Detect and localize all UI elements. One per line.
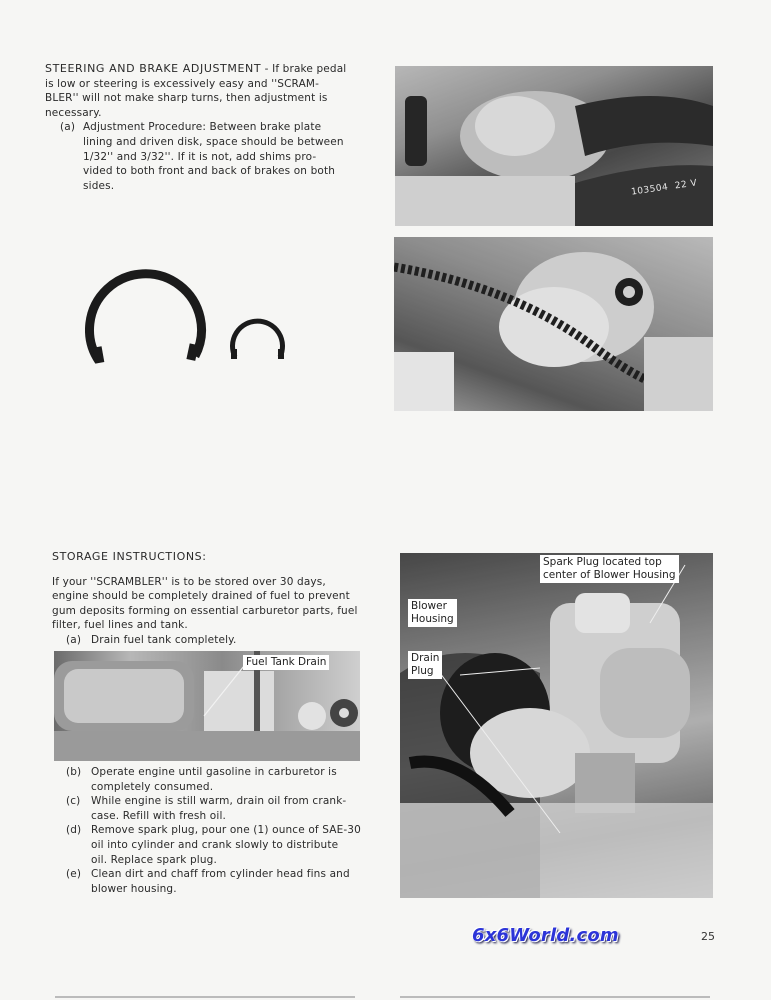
watermark-logo: 6x6World.com (472, 925, 619, 946)
steering-item-line: vided to both front and back of brakes on both (83, 165, 336, 178)
page-number: 25 (701, 930, 715, 943)
storage-intro-line: engine should be completely drained of fuel to prevent (52, 590, 350, 603)
steering-intro-line-4: necessary. (45, 106, 102, 119)
storage-step-e: (e) Clean dirt and chaff from cylinder head fins and blower housing. (66, 868, 350, 895)
fuel-tank-photo (54, 651, 360, 761)
steering-intro-line-2: is low or steering is excessively easy and ''SCRAM- (45, 77, 320, 90)
drain-plug-callout: Drain Plug (408, 651, 442, 679)
scan-edge-mark (400, 996, 710, 998)
small-snap-ring (233, 321, 283, 357)
storage-step-a (66, 633, 364, 648)
storage-intro-line: filter, fuel lines and tank. (52, 619, 188, 632)
steering-item-label: (a) (60, 121, 76, 134)
storage-section-top (52, 550, 364, 648)
storage-intro-line: gum deposits forming on essential carburetor parts, fuel (52, 604, 358, 617)
storage-step-b: (b) Operate engine until gasoline in carburetor is completely consumed. (66, 766, 337, 793)
belt-marking: 103504 22 V (630, 178, 698, 198)
steering-heading: STEERING AND BRAKE ADJUSTMENT (45, 62, 262, 75)
step-label: (a) (66, 633, 82, 646)
steering-intro-line-3: BLER'' will not make sharp turns, then adjustment is (45, 92, 328, 105)
snap-rings-illustration (85, 265, 295, 375)
blower-housing-callout: Blower Housing (408, 599, 457, 627)
storage-section-steps (52, 765, 364, 896)
step-text: Drain fuel tank completely. (91, 633, 237, 646)
steering-section (45, 62, 357, 193)
storage-heading: STORAGE INSTRUCTIONS: (52, 550, 207, 563)
steering-item-line: Adjustment Procedure: Between brake plate (83, 121, 322, 134)
chain-adjustment-photo (394, 237, 713, 411)
storage-step-c: (c) While engine is still warm, drain oil from crank- case. Refill with fresh oil. (66, 795, 347, 822)
fuel-tank-drain-callout: Fuel Tank Drain (243, 655, 329, 670)
spark-plug-callout: Spark Plug located top center of Blower Housing (540, 555, 679, 583)
storage-intro-line: If your ''SCRAMBLER'' is to be stored over 30 days, (52, 575, 326, 588)
engine-photo (400, 553, 713, 898)
steering-intro-line-1: - If brake pedal (261, 63, 347, 75)
steering-item-line: sides. (83, 179, 115, 192)
storage-step-d: (d) Remove spark plug, pour one (1) ounce of SAE-30 oil into cylinder and crank slowly to distribute oil. Replace spark plug. (66, 824, 361, 866)
scan-edge-mark (55, 996, 355, 998)
steering-item-line: lining and driven disk, space should be between (83, 135, 344, 148)
large-snap-ring (90, 274, 202, 361)
brake-adjustment-photo-top (395, 66, 713, 226)
steering-item-a (60, 120, 357, 193)
steering-intro (45, 62, 357, 77)
steering-item-line: 1/32'' and 3/32''. If it is not, add shims pro- (83, 150, 317, 163)
